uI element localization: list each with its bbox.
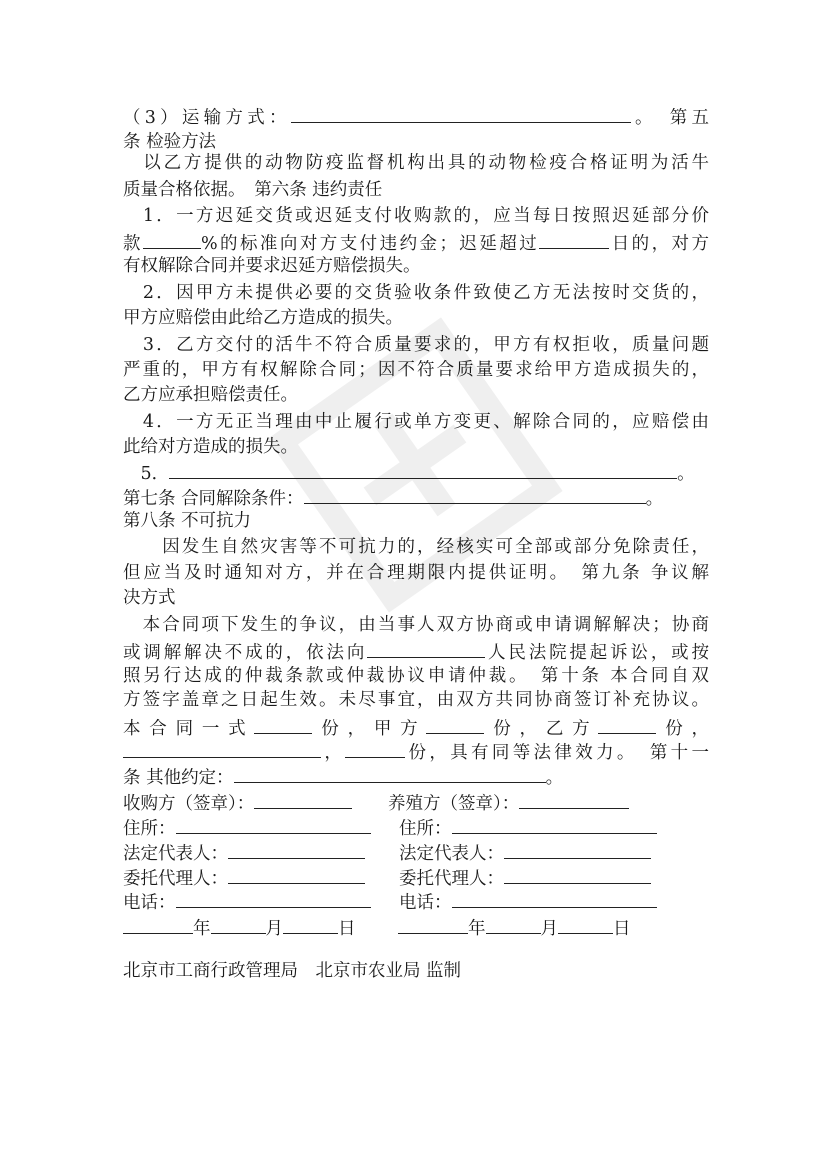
fill-in-blank[interactable] [398,913,468,934]
document-line [123,534,709,560]
signature-left [123,913,356,942]
signature-label: 月 [540,919,558,939]
signature-label: 收购方（签章）： [123,794,255,814]
signature-label: 电话： [399,893,452,913]
signature-left [123,887,371,916]
fill-in-blank[interactable] [504,863,651,884]
fill-in-blank[interactable] [304,483,646,504]
line-text: ， [321,743,346,763]
document-line [123,357,709,383]
footer-supervision: 北京市工商行政管理局 北京市农业局 监制 [123,961,462,981]
signature-label: 住所： [123,819,176,839]
fill-in-blank[interactable] [598,713,656,734]
signature-right [399,887,657,916]
document-line [123,177,709,203]
signature-row [123,813,709,839]
document-line [123,687,709,713]
line-text: 4．一方无正当理由中止履行或单方变更、解除合同的，应赔偿由 [123,412,709,432]
line-text: 份，乙方 [484,719,599,739]
document-line [123,409,709,435]
line-text: 人民法院提起诉讼，或按 [485,643,710,663]
line-text: 或调解解决不成的，依法向 [123,643,368,663]
document-line [123,305,709,331]
fill-in-blank[interactable] [519,788,629,809]
fill-in-blank[interactable] [486,913,541,934]
signature-row [123,887,709,913]
line-text: 份，具有同等法律效力。 第十一 [405,743,710,763]
fill-in-blank[interactable] [143,228,201,249]
fill-in-blank[interactable] [176,813,371,834]
fill-in-blank[interactable] [345,737,405,758]
document-line [123,637,709,663]
document-line [123,483,709,509]
signature-label: 电话： [123,893,176,913]
line-text: %的标准向对方支付违约金；迟延超过 [200,234,540,254]
fill-in-blank[interactable] [539,228,609,249]
line-text: 但应当及时通知对方，并在合理期限内提供证明。 第九条 争议解 [123,563,709,583]
document-line [123,203,709,229]
signature-label: 年 [468,919,486,939]
line-text: 条 检验方法 [123,132,217,152]
document-line [123,585,709,611]
line-text: 质量合格依据。 第六条 违约责任 [123,180,383,200]
fill-in-blank[interactable] [452,887,657,908]
signature-label: 日 [613,919,631,939]
document-line [123,713,709,739]
line-text: 方签字盖章之日起生效。未尽事宜，由双方共同协商签订补充协议。 [123,690,709,710]
line-text: 5． [123,464,170,484]
line-text: 乙方应承担赔偿责任。 [123,385,298,405]
line-text: 。 [645,489,664,509]
line-text: 款 [123,234,143,254]
line-text: 照另行达成的仲裁条款或仲裁协议申请仲裁。 第十条 本合同自双 [123,666,709,686]
line-text: 决方式 [123,588,176,608]
signature-label: 月 [265,919,283,939]
fill-in-blank[interactable] [504,838,651,859]
document-line [123,382,709,408]
line-text: 第八条 不可抗力 [123,511,252,531]
fill-in-blank[interactable] [176,887,371,908]
signature-label: 养殖方（签章）： [388,794,520,814]
fill-in-blank[interactable] [211,913,266,934]
line-text: 3．乙方交付的活牛不符合质量要求的，甲方有权拒收，质量问题 [123,335,709,355]
line-text: 以乙方提供的动物防疫监督机构出具的动物检疫合格证明为活牛 [123,153,709,173]
line-text: 第七条 合同解除条件： [123,489,304,509]
fill-in-blank[interactable] [452,813,657,834]
line-text: 。 [545,768,564,788]
signature-label: 委托代理人： [123,869,228,889]
document-line [123,150,709,176]
line-text: 份， [656,719,710,739]
fill-in-blank[interactable] [426,713,484,734]
fill-in-blank[interactable] [169,458,677,479]
fill-in-blank[interactable] [254,788,352,809]
document-line [123,280,709,306]
signature-label: 住所： [399,819,452,839]
signature-row [123,838,709,864]
signature-row [123,913,709,939]
signature-label: 委托代理人： [399,869,504,889]
fill-in-blank[interactable] [254,713,312,734]
document-line [123,508,709,534]
line-text: 严重的，甲方有权解除合同；因不符合质量要求给甲方造成损失的， [123,360,709,380]
document-line [123,458,709,484]
line-text: （3）运输方式： [123,108,291,128]
line-text: 。 第五 [630,108,710,128]
fill-in-blank[interactable] [283,913,338,934]
document-line [123,560,709,586]
line-text: 1．一方迟延交货或迟延支付收购款的，应当每日按照迟延部分价 [123,206,709,226]
fill-in-blank[interactable] [291,102,631,123]
signature-row [123,788,709,814]
line-text: 。 [677,464,695,484]
line-text: 份，甲方 [312,719,427,739]
document-line [123,228,709,254]
document-line [123,102,709,128]
fill-in-blank[interactable] [123,913,193,934]
signature-label: 日 [338,919,356,939]
fill-in-blank[interactable] [558,913,613,934]
signature-right [398,913,631,942]
line-text: 此给对方造成的损失。 [123,437,298,457]
line-text: 因发生自然灾害等不可抗力的，经核实可全部或部分免除责任， [123,537,709,557]
line-text: 日的，对方 [609,234,710,254]
fill-in-blank[interactable] [228,863,365,884]
line-text: 有权解除合同并要求迟延方赔偿损失。 [123,256,421,276]
line-text: 甲方应赔偿由此给乙方造成的损失。 [123,308,403,328]
line-text: 本合同项下发生的争议，由当事人双方协商或申请调解解决；协商 [123,615,709,635]
fill-in-blank[interactable] [234,762,546,783]
document-line [123,663,709,689]
signature-label: 年 [193,919,211,939]
fill-in-blank[interactable] [123,737,321,758]
signature-row [123,863,709,889]
document-line [123,762,709,788]
line-text: 2．因甲方未提供必要的交货验收条件致使乙方无法按时交货的， [123,283,709,303]
signature-label: 法定代表人： [123,844,228,864]
document-line [123,737,709,763]
line-text: 本合同一式 [123,719,255,739]
fill-in-blank[interactable] [367,637,485,658]
signature-label: 法定代表人： [399,844,504,864]
document-line [123,612,709,638]
document-line [123,332,709,358]
line-text: 条 其他约定： [123,768,234,788]
document-line [123,434,709,460]
fill-in-blank[interactable] [228,838,365,859]
document-line [123,253,709,279]
